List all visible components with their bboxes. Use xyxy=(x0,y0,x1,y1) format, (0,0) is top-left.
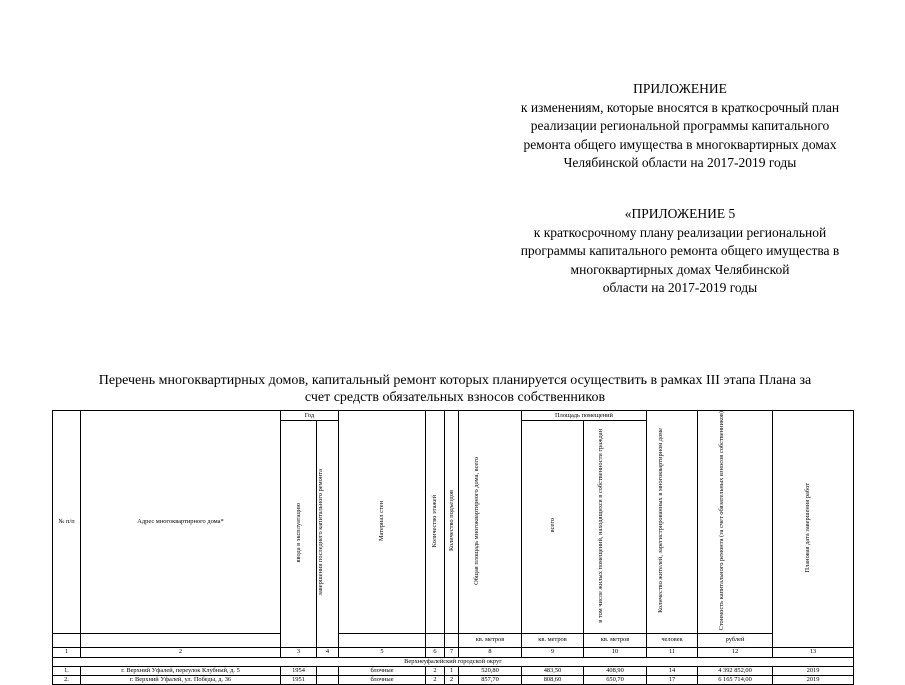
header-cost: Стоимость капитального ремонта (за счет обязательных взносов собственников) xyxy=(698,411,773,634)
appendix-2-line: программы капитального ремонта общего имущества в xyxy=(520,243,840,259)
cell-total-area: 520,80 xyxy=(459,666,522,675)
column-number: 3 xyxy=(281,647,317,657)
unit-residents: человек xyxy=(647,633,698,647)
header-year-commission: ввода в эксплуатацию xyxy=(281,421,317,648)
cell-premises-owned: 408,90 xyxy=(584,666,647,675)
appendix-1-line: ремонта общего имущества в многоквартирных домах xyxy=(523,136,837,152)
column-number: 9 xyxy=(522,647,584,657)
table-row xyxy=(53,666,854,675)
cell-num: 1. xyxy=(53,666,81,675)
header-floors-cont xyxy=(426,633,445,647)
cell-residents: 17 xyxy=(647,675,698,684)
header-num: № п/п xyxy=(53,411,81,634)
unit-premises-total: кв. метров xyxy=(522,633,584,647)
column-number: 2 xyxy=(81,647,281,657)
cell-planned-date: 2019 xyxy=(773,675,854,684)
header-premises-owned: в том числе жилых помещений, находящихся в собственности граждан xyxy=(584,421,647,634)
cell-entrances: 2 xyxy=(445,675,459,684)
cell-floors: 2 xyxy=(426,675,445,684)
column-number: 6 xyxy=(426,647,445,657)
list-title-line: Перечень многоквартирных домов, капитальный ремонт которых планируется осуществить в рамках III этапа Плана за xyxy=(98,373,812,388)
header-premises-total: всего xyxy=(522,421,584,634)
column-number: 12 xyxy=(698,647,773,657)
header-wall-cont xyxy=(339,633,426,647)
column-number: 1 xyxy=(53,647,81,657)
header-address-cont xyxy=(81,633,281,647)
appendix-2-line: многоквартирных домах Челябинской xyxy=(570,261,790,277)
cell-entrances: 1 xyxy=(445,666,459,675)
appendix-1-line: к изменениям, которые вносятся в краткосрочный план xyxy=(520,99,840,115)
cell-year-commission: 1951 xyxy=(281,675,317,684)
list-title-line: счет средств обязательных взносов собственников xyxy=(304,390,606,405)
group-row xyxy=(53,657,854,666)
cell-wall-material: блочные xyxy=(339,675,426,684)
header-entrances: Количество подъездов xyxy=(445,411,459,634)
cell-premises-total: 808,60 xyxy=(522,675,584,684)
group-label: Верхнеуфалейский городской округ xyxy=(53,657,854,666)
appendix-2-block xyxy=(470,205,890,298)
header-year-group: Год xyxy=(281,411,339,421)
cell-planned-date: 2019 xyxy=(773,666,854,675)
header-planned-date: Плановая дата завершения работ xyxy=(773,411,854,648)
column-number: 7 xyxy=(445,647,459,657)
column-number: 5 xyxy=(339,647,426,657)
cell-address: г. Верхний Уфалей, переулок Клубный, д. 5 xyxy=(81,666,281,675)
unit-cost: рублей xyxy=(698,633,773,647)
appendix-1-block xyxy=(470,80,890,173)
cell-premises-total: 483,50 xyxy=(522,666,584,675)
cell-wall-material: блочные xyxy=(339,666,426,675)
appendix-1-title: ПРИЛОЖЕНИЕ xyxy=(633,81,727,96)
cell-residents: 14 xyxy=(647,666,698,675)
column-number: 10 xyxy=(584,647,647,657)
list-title xyxy=(40,372,870,406)
appendix-2-title: «ПРИЛОЖЕНИЕ 5 xyxy=(624,206,736,221)
header-floors: Количество этажей xyxy=(426,411,445,634)
header-residents: Количество жителей, зарегистрированных в многоквартирном доме xyxy=(647,411,698,634)
header-entrances-cont xyxy=(445,633,459,647)
header-premises-group: Площадь помещений xyxy=(522,411,647,421)
column-number: 11 xyxy=(647,647,698,657)
cell-year-commission: 1954 xyxy=(281,666,317,675)
cell-floors: 2 xyxy=(426,666,445,675)
cell-address: г. Верхний Уфалей, ул. Победы, д. 36 xyxy=(81,675,281,684)
appendix-2-line: к краткосрочному плану реализации региональной xyxy=(533,224,827,240)
houses-table xyxy=(52,410,854,685)
cell-cost: 4 392 852,00 xyxy=(698,666,773,675)
table-row xyxy=(53,675,854,684)
header-wall-material: Материал стен xyxy=(339,411,426,634)
column-number: 4 xyxy=(317,647,339,657)
header-year-last-repair: завершения последнего капитального ремонта xyxy=(317,421,339,648)
appendix-2-line: области на 2017-2019 годы xyxy=(602,280,758,296)
column-number: 8 xyxy=(459,647,522,657)
header-total-area: Общая площадь многоквартирного дома, всего xyxy=(459,411,522,634)
appendix-1-line: реализации региональной программы капитального xyxy=(530,118,830,134)
cell-year-last-repair xyxy=(317,675,339,684)
cell-premises-owned: 650,70 xyxy=(584,675,647,684)
column-number-row xyxy=(53,647,854,657)
cell-cost: 6 165 714,00 xyxy=(698,675,773,684)
cell-year-last-repair xyxy=(317,666,339,675)
header-address: Адрес многоквартирного дома* xyxy=(81,411,281,634)
header-num-cont xyxy=(53,633,81,647)
unit-total-area: кв. метров xyxy=(459,633,522,647)
unit-premises-owned: кв. метров xyxy=(584,633,647,647)
appendix-1-line: Челябинской области на 2017-2019 годы xyxy=(563,155,797,171)
column-number: 13 xyxy=(773,647,854,657)
cell-num: 2. xyxy=(53,675,81,684)
cell-total-area: 857,70 xyxy=(459,675,522,684)
